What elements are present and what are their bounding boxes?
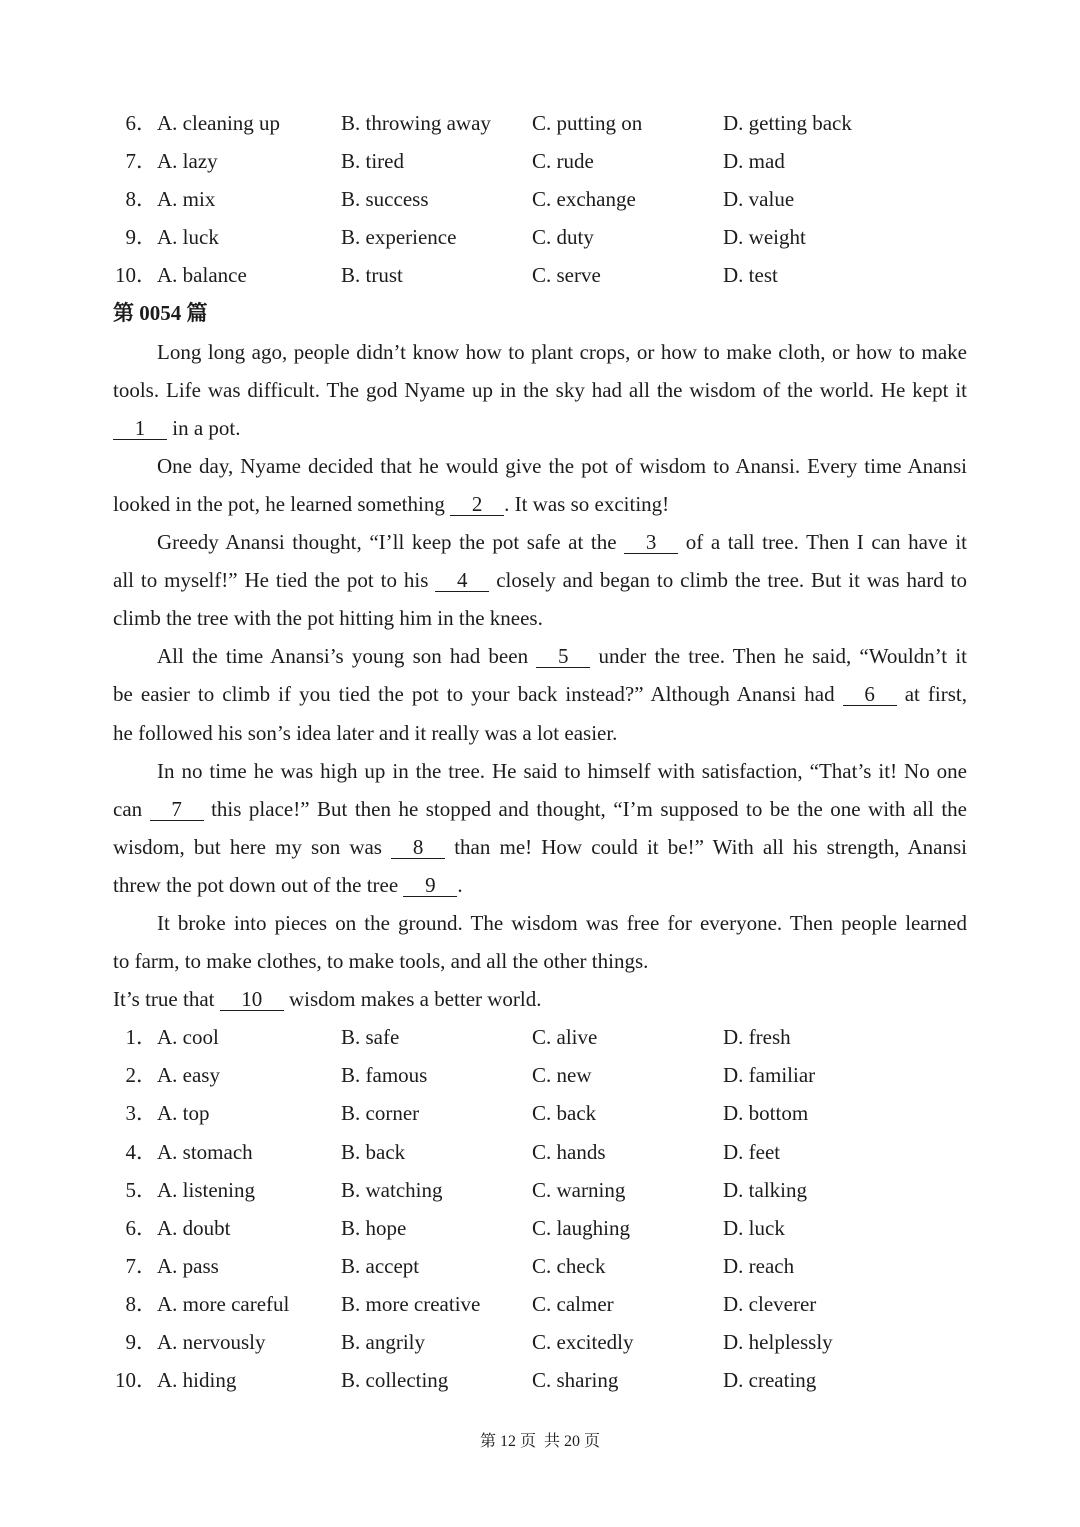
- option-c: C. rude: [532, 149, 594, 174]
- text-line: [113, 561, 967, 599]
- option-d: D. test: [723, 263, 778, 288]
- previous-passage-options: [0, 104, 1080, 294]
- text-run: of a tall tree. Then I can have it: [678, 530, 968, 555]
- text-line: [113, 752, 967, 790]
- text-line: [113, 523, 967, 561]
- text-run: climb the tree with the pot hitting him in the knees.: [113, 606, 543, 631]
- question-number: 6．: [125, 1215, 157, 1240]
- page-footer: 第 12 页 共 20 页: [479, 1433, 600, 1450]
- text-line: [113, 485, 967, 523]
- text-run: be easier to climb if you tied the pot to your back instead?” Although Anansi had: [113, 682, 843, 707]
- answer-blank: 5: [536, 645, 590, 668]
- option-d: D. weight: [723, 225, 806, 250]
- text-line: [113, 828, 967, 866]
- option-c: C. check: [532, 1253, 606, 1278]
- option-row: [0, 256, 1080, 294]
- question-number: 1．: [125, 1025, 157, 1050]
- text-line: [113, 333, 967, 371]
- text-run: threw the pot down out of the tree: [113, 872, 404, 897]
- option-c: C. warning: [532, 1177, 626, 1202]
- paragraph: [113, 447, 967, 523]
- option-d: D. helplessly: [723, 1330, 833, 1354]
- option-b: B. angrily: [341, 1330, 425, 1354]
- question-number: 2．: [125, 1063, 157, 1088]
- option-a: A. top: [157, 1101, 210, 1126]
- answer-blank: 8: [391, 836, 445, 859]
- question-number: 7．: [125, 1253, 157, 1278]
- option-a: A. easy: [157, 1063, 220, 1088]
- option-b: B. experience: [341, 225, 457, 250]
- paragraph: [113, 752, 967, 904]
- option-d: D. luck: [723, 1215, 785, 1240]
- answer-blank: 7: [150, 798, 204, 821]
- text-run: Greedy Anansi thought, “I’ll keep the pot safe at the: [157, 530, 625, 555]
- text-run: can: [113, 796, 150, 821]
- option-row: [0, 1285, 1080, 1323]
- answer-blank: 6: [843, 683, 897, 706]
- option-c: C. calmer: [532, 1291, 614, 1316]
- question-number: 9．: [125, 225, 157, 250]
- text-run: closely and began to climb the tree. But it was hard to: [489, 568, 968, 593]
- passage-body: [113, 333, 967, 1019]
- text-run: It broke into pieces on the ground. The wisdom was free for everyone. Then people learned: [157, 910, 967, 935]
- option-a: A. cool: [157, 1025, 219, 1050]
- option-b: B. tired: [341, 149, 404, 174]
- text-line: [113, 447, 967, 485]
- text-run: wisdom, but here my son was: [113, 834, 392, 859]
- text-run: he followed his son’s idea later and it really was a lot easier.: [113, 720, 618, 745]
- question-number: 10．: [115, 1368, 157, 1393]
- option-c: C. serve: [532, 263, 601, 288]
- option-row: [0, 1133, 1080, 1171]
- text-run: All the time Anansi’s young son had been: [157, 644, 537, 669]
- option-b: B. accept: [341, 1253, 420, 1278]
- text-run: It’s true that: [113, 987, 220, 1012]
- option-row: [0, 1171, 1080, 1209]
- option-c: C. new: [532, 1063, 592, 1088]
- text-line: [113, 714, 967, 752]
- answer-blank: 3: [624, 531, 678, 554]
- option-a: A. more careful: [157, 1291, 290, 1316]
- paragraph: [113, 637, 967, 751]
- option-b: B. famous: [341, 1063, 428, 1088]
- text-line: [113, 675, 967, 713]
- option-b: B. collecting: [341, 1368, 449, 1393]
- text-run: . It was so exciting!: [504, 491, 670, 516]
- question-number: 4．: [125, 1139, 157, 1164]
- option-a: A. nervously: [157, 1330, 266, 1354]
- option-a: A. balance: [157, 263, 247, 288]
- text-run: at first,: [896, 682, 967, 707]
- option-b: B. success: [341, 187, 429, 212]
- passage-options: [0, 1018, 1080, 1399]
- option-d: D. mad: [723, 149, 785, 174]
- text-line: [113, 599, 967, 637]
- option-a: A. pass: [157, 1253, 219, 1278]
- text-line: [113, 409, 967, 447]
- option-d: D. familiar: [723, 1063, 816, 1088]
- option-row: [0, 218, 1080, 256]
- option-a: A. doubt: [157, 1215, 231, 1240]
- option-d: D. feet: [723, 1139, 781, 1164]
- option-d: D. talking: [723, 1177, 807, 1202]
- answer-blank: 9: [403, 874, 457, 897]
- option-b: B. trust: [341, 263, 403, 288]
- question-number: 10．: [115, 263, 157, 288]
- text-run: In no time he was high up in the tree. He said to himself with satisfaction, “That’s it! No one: [157, 758, 967, 783]
- option-b: B. corner: [341, 1101, 420, 1126]
- text-line: [113, 790, 967, 828]
- text-run: tools. Life was difficult. The god Nyame up in the sky had all the wisdom of the world. He kept it: [113, 377, 967, 402]
- option-c: C. putting on: [532, 111, 643, 135]
- question-number: 8．: [125, 1291, 157, 1316]
- paragraph: [113, 333, 967, 447]
- option-a: A. hiding: [157, 1368, 237, 1393]
- answer-blank: 1: [113, 417, 167, 440]
- text-run: Long long ago, people didn’t know how to plant crops, or how to make cloth, or how to make: [157, 339, 967, 364]
- option-row: [0, 1361, 1080, 1399]
- option-a: A. cleaning up: [157, 111, 281, 135]
- option-a: A. lazy: [157, 149, 218, 174]
- text-line: [113, 371, 967, 409]
- option-row: [0, 1094, 1080, 1132]
- option-d: D. reach: [723, 1253, 795, 1278]
- option-d: D. creating: [723, 1368, 817, 1393]
- exam-page-content: [0, 104, 1080, 1399]
- option-b: B. throwing away: [341, 111, 491, 135]
- text-run: in a pot.: [167, 415, 241, 440]
- option-a: A. luck: [157, 225, 219, 250]
- paragraph: [113, 904, 967, 980]
- answer-blank: 4: [435, 569, 489, 592]
- option-c: C. sharing: [532, 1368, 619, 1393]
- question-number: 7．: [125, 149, 157, 174]
- text-line: [113, 980, 967, 1018]
- text-line: [113, 866, 967, 904]
- text-run: under the tree. Then he said, “Wouldn’t it: [590, 644, 967, 669]
- option-b: B. watching: [341, 1177, 443, 1202]
- answer-blank: 10: [220, 988, 284, 1011]
- text-run: this place!” But then he stopped and thought, “I’m supposed to be the one with all the: [203, 796, 967, 821]
- question-number: 8．: [125, 187, 157, 212]
- option-row: [0, 180, 1080, 218]
- option-b: B. hope: [341, 1215, 407, 1240]
- answer-blank: 2: [450, 493, 504, 516]
- option-d: D. getting back: [723, 111, 852, 135]
- option-row: [0, 104, 1080, 142]
- question-number: 3．: [125, 1101, 157, 1126]
- option-b: B. safe: [341, 1025, 400, 1050]
- option-c: C. hands: [532, 1139, 606, 1164]
- text-line: [113, 904, 967, 942]
- option-b: B. back: [341, 1139, 406, 1164]
- option-row: [0, 1056, 1080, 1094]
- text-run: One day, Nyame decided that he would give the pot of wisdom to Anansi. Every time Anansi: [157, 453, 967, 478]
- text-run: .: [457, 872, 463, 897]
- passage-title: 第 0054 篇: [113, 301, 208, 326]
- text-run: all to myself!” He tied the pot to his: [113, 568, 436, 593]
- option-c: C. exchange: [532, 187, 636, 212]
- option-a: A. mix: [157, 187, 216, 212]
- option-c: C. alive: [532, 1025, 598, 1050]
- text-run: than me! How could it be!” With all his strength, Anansi: [445, 834, 967, 859]
- option-d: D. bottom: [723, 1101, 809, 1126]
- text-run: wisdom makes a better world.: [283, 987, 542, 1012]
- question-number: 6．: [125, 111, 157, 135]
- option-row: [0, 1018, 1080, 1056]
- option-a: A. listening: [157, 1177, 255, 1202]
- question-number: 5．: [125, 1177, 157, 1202]
- option-c: C. duty: [532, 225, 594, 250]
- option-d: D. fresh: [723, 1025, 791, 1050]
- option-row: [0, 1247, 1080, 1285]
- option-c: C. laughing: [532, 1215, 630, 1240]
- option-row: [0, 142, 1080, 180]
- option-c: C. excitedly: [532, 1330, 634, 1354]
- question-number: 9．: [125, 1330, 157, 1354]
- text-line: [113, 637, 967, 675]
- paragraph: [113, 523, 967, 637]
- option-a: A. stomach: [157, 1139, 253, 1164]
- option-d: D. cleverer: [723, 1291, 817, 1316]
- text-line: [113, 942, 967, 980]
- option-row: [0, 1209, 1080, 1247]
- text-run: to farm, to make clothes, to make tools, and all the other things.: [113, 949, 649, 974]
- text-run: looked in the pot, he learned something: [113, 491, 451, 516]
- option-d: D. value: [723, 187, 795, 212]
- option-b: B. more creative: [341, 1291, 481, 1316]
- option-row: [0, 1323, 1080, 1361]
- option-c: C. back: [532, 1101, 597, 1126]
